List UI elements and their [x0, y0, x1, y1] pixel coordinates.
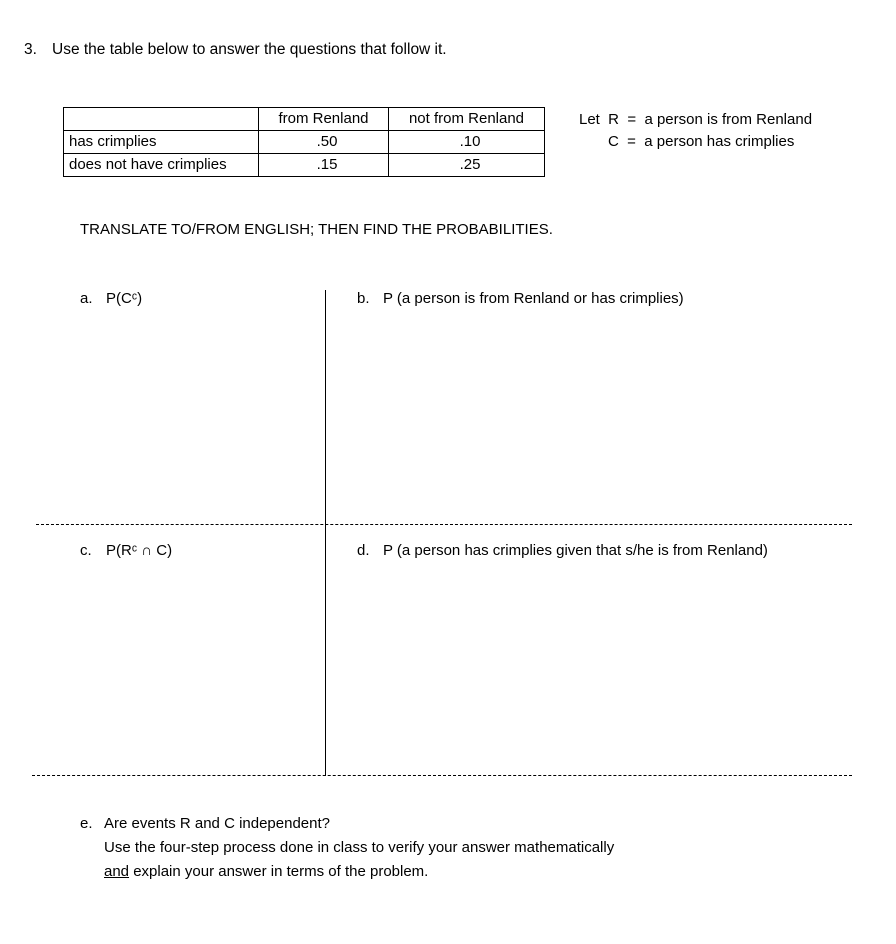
definition-r: Let R = a person is from Renland	[579, 111, 813, 128]
row-label-has-crimplies: has crimplies	[64, 131, 259, 154]
part-b	[357, 290, 684, 307]
definition-c: C = a person has crimplies	[608, 133, 795, 150]
part-d-text: P (a person has crimplies given that s/he is from Renland)	[383, 542, 768, 559]
cell-has-from: .50	[259, 131, 389, 154]
question-number: 3.	[24, 41, 37, 58]
part-e-question: Are events R and C independent?	[104, 815, 330, 832]
event-definitions	[579, 109, 812, 153]
part-e	[80, 812, 614, 884]
part-e-line3	[80, 860, 614, 884]
part-e-letter: e.	[80, 815, 93, 832]
part-e-underlined-and: and	[104, 863, 130, 880]
table-row	[64, 154, 545, 177]
vertical-divider	[325, 290, 326, 776]
part-b-text: P (a person is from Renland or has crimplies)	[383, 290, 684, 307]
part-a-text: P(Cᶜ)	[106, 290, 143, 307]
probability-table	[63, 107, 545, 177]
part-d-letter: d.	[357, 542, 370, 559]
dashed-divider-upper	[36, 524, 852, 525]
table-header-row	[64, 108, 545, 131]
header-not-from-renland: not from Renland	[389, 108, 545, 131]
dashed-divider-lower	[32, 775, 852, 776]
part-e-line2: Use the four-step process done in class to verify your answer mathematically	[104, 839, 615, 856]
cell-not-have-from: .15	[259, 154, 389, 177]
cell-has-not-from: .10	[389, 131, 545, 154]
cell-not-have-not-from: .25	[389, 154, 545, 177]
part-c-letter: c.	[80, 542, 92, 559]
row-label-no-crimplies: does not have crimplies	[64, 154, 259, 177]
question-header	[24, 41, 447, 59]
table-row	[64, 131, 545, 154]
part-a	[80, 290, 142, 307]
instruction-text: TRANSLATE TO/FROM ENGLISH; THEN FIND THE PROBABILITIES.	[80, 221, 553, 238]
part-d	[357, 542, 768, 559]
part-c	[80, 542, 172, 559]
part-e-line3-rest: explain your answer in terms of the problem.	[129, 863, 429, 880]
table-corner-cell	[64, 108, 259, 131]
question-prompt: Use the table below to answer the questions that follow it.	[52, 41, 447, 58]
header-from-renland: from Renland	[259, 108, 389, 131]
part-b-letter: b.	[357, 290, 370, 307]
part-c-text: P(Rᶜ ∩ C)	[106, 542, 173, 559]
part-a-letter: a.	[80, 290, 93, 307]
part-e-line1	[80, 812, 614, 836]
